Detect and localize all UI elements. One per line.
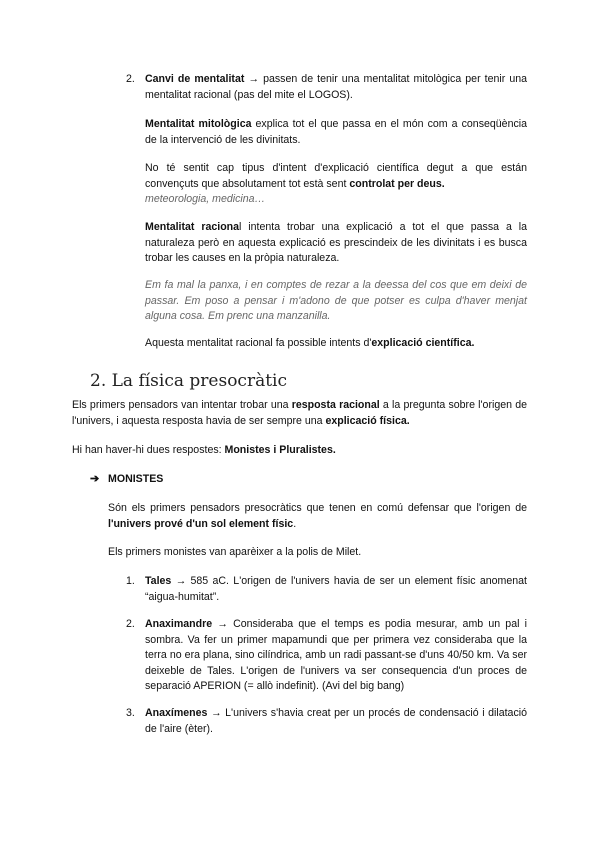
son-paragraph: Són els primers pensadors presocràtics que tenen en comú defensar que l'origen de l'univers prové d'un sol element físic. xyxy=(108,502,527,530)
example-paragraph: Em fa mal la panxa, i en comptes de rezar a la deessa del cos que em deixi de passar. Em poso a pensar i m'adono de que potser es culpa d'haver menjat alguna cosa. Em prenc una manzanilla. xyxy=(145,279,527,322)
bold-term: Mentalitat mitològica xyxy=(145,118,252,130)
mentalitat-racional: Mentalitat racional intenta trobar una explicació a tot el que passa a la naturaleza però en aquesta explicació es prescindeix de les divinitats i es busca trobar les causes en la pròpia naturaleza. xyxy=(145,221,527,264)
arrow-bullet-icon: ➔ xyxy=(90,473,100,485)
list-number: 1. xyxy=(126,575,135,587)
section-heading: 2. La física presocràtic xyxy=(90,371,288,391)
list-number: 3. xyxy=(126,707,135,719)
list-item-anaximenes: Anaxímenes → L'univers s'havia creat per un procés de condensació i dilatació de l'aire (èter). xyxy=(145,707,527,735)
canvi-mentalitat-item: Canvi de mentalitat → passen de tenir una mentalitat mitològica per tenir una mentalitat racional (pas del mite el LOGOS). xyxy=(145,73,527,101)
milet-paragraph: Els primers monistes van aparèixer a la polis de Milet. xyxy=(108,546,362,558)
bold-term: Mentalitat raciona xyxy=(145,221,240,233)
meteo-note: meteorologia, medicina… xyxy=(145,193,266,205)
respostes-paragraph: Hi han haver-hi dues respostes: Monistes i Pluralistes. xyxy=(72,444,336,456)
no-te-sentit-paragraph: No té sentit cap tipus d'intent d'explicació científica degut a que están convençuts que absolutament tot està sent controlat per deus. meteorologia, medicina… xyxy=(145,162,527,205)
primers-pensadors-paragraph: Els primers pensadors van intentar trobar una resposta racional a la pregunta sobre l'origen de l'univers, i aquesta resposta havia de ser sempre una explicació física. xyxy=(72,399,527,427)
list-item-tales: Tales → 585 aC. L'origen de l'univers havia de ser un element físic anomenat “aigua-humitat”. xyxy=(145,575,527,603)
list-number: 2. xyxy=(126,618,135,630)
mentalitat-mitologica: Mentalitat mitològica explica tot el que passa en el món com a conseqüència de la intervenció de les divinitats. xyxy=(145,118,527,146)
bold-term: Canvi de mentalitat xyxy=(145,73,245,85)
list-number: 2. xyxy=(126,73,135,85)
list-item-anaximandre: Anaximandre → Consideraba que el temps es podia mesurar, amb un pal i sombra. Va fer un primer mapamundi que per primera vez consideraba que la terra no era plana, sino cilíndrica, amb un radi passant-se d'uns 40/50 km. Va ser deixeble de Tales. L'origen de l'univers va ser consequencia d'un proces de separació APERION (= allò indefinit). (Avi del big bang) xyxy=(145,618,527,692)
monistes-heading: MONISTES xyxy=(108,473,164,485)
aquesta-paragraph: Aquesta mentalitat racional fa possible intents d'explicació científica. xyxy=(145,337,475,349)
